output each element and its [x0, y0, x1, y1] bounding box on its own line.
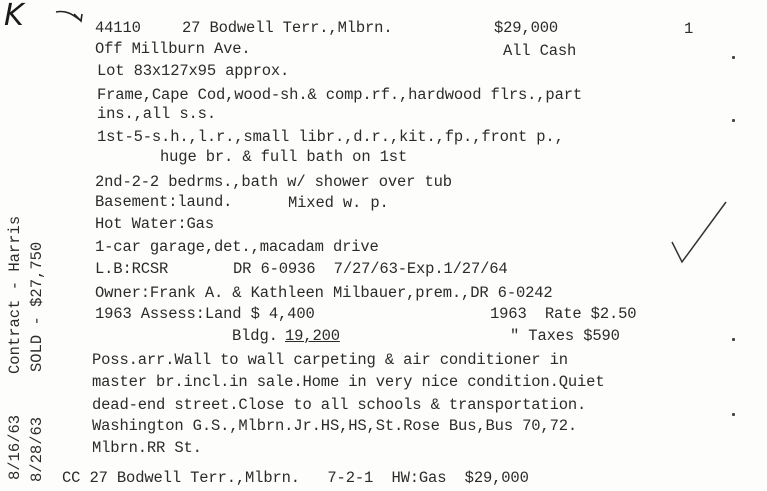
contract-note: Contract - Harris: [6, 215, 24, 374]
garage: 1-car garage,det.,macadam drive: [95, 238, 379, 256]
owner: Owner:Frank A. & Kathleen Milbauer,prem.,DR 6-0242: [95, 284, 553, 302]
remarks-line-2: master br.incl.in sale.Home in very nice condition.Quiet: [92, 373, 605, 391]
lot-size: Lot 83x127x95 approx.: [97, 62, 290, 80]
phone-dates: DR 6-0936 7/27/63-Exp.1/27/64: [233, 260, 508, 278]
tick-mark-icon: [54, 8, 94, 32]
first-floor-line-1: 1st-5-s.h.,l.r.,small libr.,d.r.,kit.,fp.,front p.,: [97, 128, 564, 146]
edge-mark: [732, 413, 735, 416]
corner-letter: K: [4, 0, 24, 33]
construction-line-1: Frame,Cape Cod,wood-sh.& comp.rf.,hardwood flrs.,part: [97, 86, 583, 104]
checkmark-icon: [668, 196, 738, 276]
remarks-line-3: dead-end street.Close to all schools & transportation.: [92, 396, 587, 414]
remarks-line-4: Washington G.S.,Mlbrn.Jr.HS,HS,St.Rose Bus,Bus 70,72.: [92, 417, 578, 435]
basement: Basement:laund.: [95, 193, 233, 211]
hot-water: Hot Water:Gas: [95, 215, 214, 233]
listing-terms: All Cash: [503, 42, 577, 60]
assessment-land: 1963 Assess:Land $ 4,400: [95, 305, 315, 323]
edge-mark: [732, 338, 735, 341]
assessment-building-value: 19,200: [285, 327, 340, 345]
contract-date: 8/16/63: [6, 414, 24, 480]
footer-summary: CC 27 Bodwell Terr.,Mlbrn. 7-2-1 HW:Gas $29,000: [62, 469, 529, 487]
listing-broker: L.B:RCSR: [95, 260, 169, 278]
listing-address: 27 Bodwell Terr.,Mlbrn.: [182, 19, 393, 37]
assessment-building-label: Bldg.: [232, 327, 278, 345]
remarks-line-1: Poss.arr.Wall to wall carpeting & air conditioner in: [92, 351, 568, 369]
first-floor-line-2: huge br. & full bath on 1st: [160, 148, 408, 166]
sold-note: SOLD - $27,750: [28, 241, 46, 372]
listing-number: 44110: [95, 19, 141, 37]
page-number: 1: [684, 20, 694, 38]
wall-paper: Mixed w. p.: [288, 194, 389, 212]
taxes: " Taxes $590: [510, 327, 620, 345]
tax-rate: 1963 Rate $2.50: [490, 305, 637, 323]
listing-location: Off Millburn Ave.: [95, 40, 251, 58]
construction-line-2: ins.,all s.s.: [97, 105, 216, 123]
listing-price: $29,000: [494, 19, 559, 37]
second-floor: 2nd-2-2 bedrms.,bath w/ shower over tub: [95, 173, 452, 191]
edge-mark: [732, 119, 735, 122]
remarks-line-5: Mlbrn.RR St.: [92, 439, 202, 457]
sold-date: 8/28/63: [28, 416, 46, 482]
edge-mark: [732, 56, 735, 59]
